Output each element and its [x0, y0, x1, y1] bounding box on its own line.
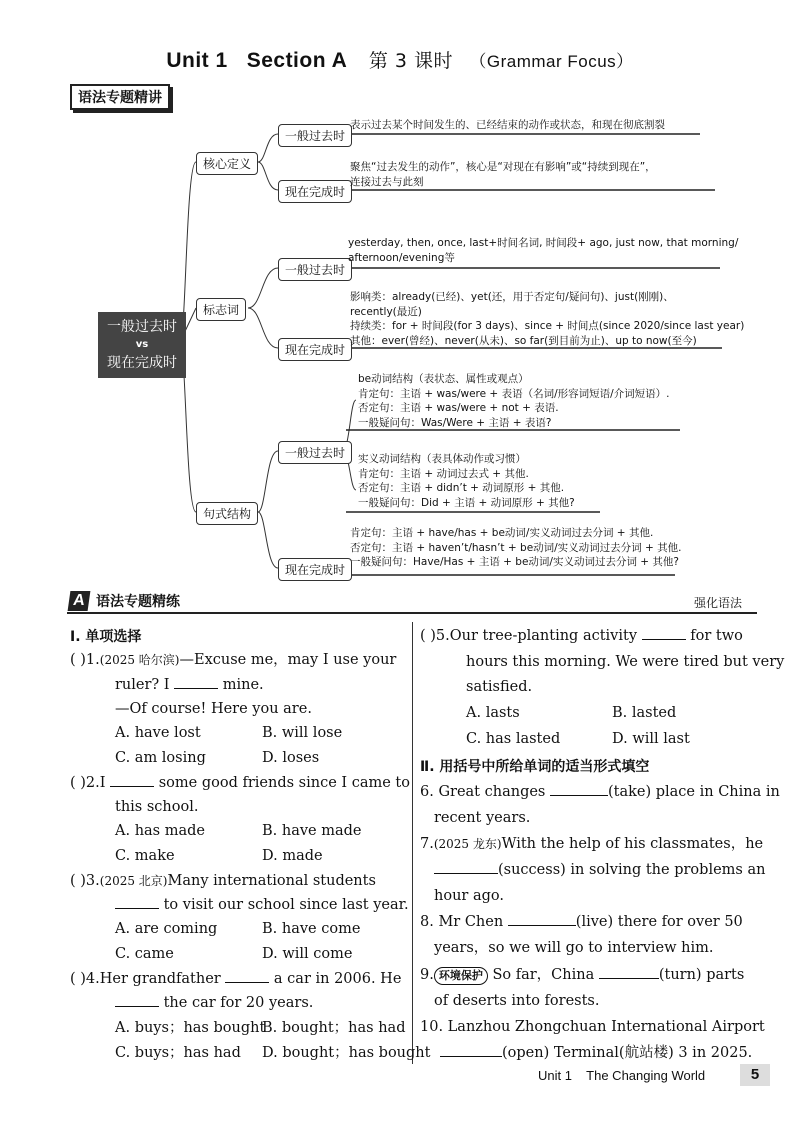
- structure-perfect-line1: 肯定句：主语 + have/has + be动词/实义动词过去分词 + 其他.: [350, 527, 654, 539]
- structure-past-be-line4: 一般疑问句：Was/Were + 主语 + 表语?: [358, 416, 552, 429]
- part2-heading: Ⅱ. 用括号中所给单词的适当形式填空: [420, 759, 650, 775]
- question-1-blank[interactable]: [174, 674, 218, 689]
- section-label: Section A: [246, 49, 347, 72]
- question-3-line2: [115, 893, 409, 918]
- question-7-line1b: With the help of his classmates，he: [501, 836, 764, 852]
- question-2-blank[interactable]: [110, 772, 154, 787]
- question-3-number[interactable]: ( )3.: [70, 873, 100, 889]
- question-6-line1a: 6. Great changes: [420, 784, 546, 800]
- question-1: [70, 648, 396, 673]
- question-4-blank-1[interactable]: [225, 968, 269, 983]
- question-9-line1c: (turn) parts: [658, 967, 745, 983]
- markers-past-line2: afternoon/evening等: [348, 251, 455, 264]
- question-1-line2b: mine.: [222, 677, 264, 693]
- question-3-option-a[interactable]: A. are coming: [115, 921, 218, 937]
- question-5-line2: hours this morning. We were tired but very: [466, 654, 785, 670]
- markers-past-text: [348, 236, 738, 265]
- question-3-option-c[interactable]: C. came: [115, 946, 174, 962]
- question-2-option-b[interactable]: B. have made: [262, 823, 362, 839]
- question-4-line1b: a car in 2006. He: [273, 971, 402, 987]
- markers-perfect-line1: 影响类：already(已经)、yet(还，用于否定句/疑问句)、just(刚刚)、: [350, 291, 674, 303]
- markers-perfect-line4: 其他：ever(曾经)、never(从未)、so far(到目前为止)、up to now(至今): [350, 334, 697, 347]
- question-8-line1a: 8. Mr Chen: [420, 914, 504, 930]
- question-4-option-d[interactable]: D. bought；has bought: [262, 1045, 431, 1061]
- structure-past-be-line3: 否定句：主语 + was/were + not + 表语.: [358, 402, 559, 414]
- question-4-number[interactable]: ( )4.: [70, 971, 100, 987]
- core-past-text: 表示过去某个时间发生的、已经结束的动作或状态，和现在彻底割裂: [350, 119, 665, 131]
- structure-past-verb-line1: 实义动词结构（表具体动作或习惯）: [358, 453, 526, 465]
- question-9-line2: of deserts into forests.: [434, 993, 600, 1009]
- question-6-line2: recent years.: [434, 810, 531, 826]
- sub-structure-perfect: 现在完成时: [278, 558, 352, 581]
- question-3-source: (2025 北京): [99, 874, 168, 888]
- question-5-option-d[interactable]: D. will last: [612, 731, 690, 747]
- question-1-option-b[interactable]: B. will lose: [262, 725, 343, 741]
- question-3-option-b[interactable]: B. have come: [262, 921, 361, 937]
- structure-past-be-line1: be动词结构（表状态、属性或观点）: [358, 373, 529, 385]
- question-7-line3: hour ago.: [434, 888, 504, 904]
- question-1-line3: —Of course! Here you are.: [115, 701, 312, 717]
- question-9: [420, 963, 744, 988]
- markers-perfect-text: [350, 290, 744, 348]
- question-5-option-a[interactable]: A. lasts: [466, 705, 520, 721]
- question-10-line1: 10. Lanzhou Zhongchuan International Airport: [420, 1019, 765, 1035]
- footer-text: Unit 1 The Changing World: [538, 1068, 706, 1083]
- structure-past-verb-line4: 一般疑问句：Did + 主语 + 动词原形 + 其他?: [358, 496, 575, 509]
- question-5-option-b[interactable]: B. lasted: [612, 705, 677, 721]
- question-1-option-d[interactable]: D. loses: [262, 750, 320, 766]
- structure-perfect-text: [350, 526, 682, 570]
- core-perfect-line2: 连接过去与此刻: [350, 175, 424, 188]
- question-9-number: 9.: [420, 967, 434, 983]
- question-10-blank[interactable]: [440, 1042, 502, 1057]
- question-5-line3: satisfied.: [466, 679, 533, 695]
- question-5: [420, 624, 743, 649]
- question-4-line2-text: the car for 20 years.: [163, 995, 314, 1011]
- question-4-line1a: Her grandfather: [99, 971, 221, 987]
- focus-label: （Grammar Focus）: [469, 52, 634, 71]
- question-3-option-d[interactable]: D. will come: [262, 946, 353, 962]
- question-3-line1: Many international students: [167, 873, 376, 889]
- branch-structure: 句式结构: [196, 502, 258, 525]
- page-number: 5: [740, 1064, 770, 1086]
- question-1-line2a: ruler? I: [115, 677, 170, 693]
- core-perfect-text: [350, 160, 656, 189]
- question-2-line1b: some good friends since I came to: [158, 775, 410, 791]
- structure-past-verb-line3: 否定句：主语 + didn’t + 动词原形 + 其他.: [358, 482, 565, 494]
- question-1-line1: —Excuse me，may I use your: [179, 652, 397, 668]
- question-8-line2: years，so we will go to interview him.: [434, 940, 714, 956]
- question-1-source: (2025 哈尔滨): [99, 653, 180, 667]
- structure-perfect-line3: 一般疑问句：Have/Has + 主语 + be动词/实义动词过去分词 + 其他?: [350, 556, 679, 568]
- question-7-number: 7.: [420, 836, 434, 852]
- structure-past-be-line2: 肯定句：主语 + was/were + 表语（名词/形容词短语/介词短语）.: [358, 387, 670, 400]
- root-label-perfect: 现在完成时: [107, 355, 177, 371]
- question-2-option-c[interactable]: C. make: [115, 848, 175, 864]
- question-4-option-a[interactable]: A. buys；has bought: [115, 1020, 266, 1036]
- question-5-line1b: for two: [690, 628, 743, 644]
- question-1-number[interactable]: ( )1.: [70, 652, 100, 668]
- question-2-line1a: I: [99, 775, 106, 791]
- question-2-number[interactable]: ( )2.: [70, 775, 100, 791]
- column-divider: [412, 622, 413, 1064]
- practice-title: 语法专题精练: [96, 594, 180, 610]
- question-5-line1a: Our tree-planting activity: [449, 628, 638, 644]
- question-1-option-a[interactable]: A. have lost: [115, 725, 201, 741]
- mindmap-root: [98, 312, 186, 378]
- question-4-line2: [115, 991, 313, 1016]
- branch-core-definition: 核心定义: [196, 152, 258, 175]
- sub-markers-past: 一般过去时: [278, 258, 352, 281]
- question-5-option-c[interactable]: C. has lasted: [466, 731, 561, 747]
- question-2-option-d[interactable]: D. made: [262, 848, 323, 864]
- lesson-label: 第 3 课时: [368, 50, 454, 72]
- question-8: [420, 910, 743, 935]
- root-label-past: 一般过去时: [107, 319, 177, 335]
- question-2-option-a[interactable]: A. has made: [115, 823, 205, 839]
- lecture-tag: 语法专题精讲: [70, 84, 170, 110]
- structure-past-be: [358, 372, 669, 430]
- question-3: [70, 869, 376, 894]
- markers-past-line1: yesterday, then, once, last+时间名词, 时间段+ ago, just now, that morning/: [348, 237, 739, 249]
- core-perfect-line1: 聚焦“过去发生的动作”，核心是“对现在有影响”或“持续到现在”，: [350, 161, 656, 173]
- question-6-line1b: (take) place in China in: [607, 784, 780, 800]
- structure-past-verb-line2: 肯定句：主语 + 动词过去式 + 其他.: [358, 467, 529, 480]
- question-4-option-c[interactable]: C. buys；has had: [115, 1045, 241, 1061]
- question-1-line2: [115, 673, 264, 698]
- question-8-blank[interactable]: [508, 911, 576, 926]
- sub-core-past: 一般过去时: [278, 124, 352, 147]
- unit-label: Unit 1: [166, 49, 228, 72]
- question-3-line2-text: to visit our school since last year.: [163, 897, 409, 913]
- branch-markers: 标志词: [196, 298, 246, 321]
- question-9-blank[interactable]: [599, 964, 659, 979]
- markers-perfect-line3: 持续类：for + 时间段(for 3 days)、since + 时间点(since 2020/since last year): [350, 320, 745, 332]
- question-8-line1b: (live) there for over 50: [575, 914, 743, 930]
- question-4: [70, 967, 401, 992]
- practice-badge: A: [68, 591, 91, 611]
- question-2-line2: this school.: [115, 799, 199, 815]
- question-7-source: (2025 龙东): [433, 837, 502, 851]
- question-10-line2: [440, 1041, 752, 1066]
- question-4-blank-2[interactable]: [115, 992, 159, 1007]
- question-6: [420, 780, 780, 805]
- question-7-blank[interactable]: [434, 859, 498, 874]
- root-label-vs: vs: [135, 339, 149, 350]
- sub-markers-perfect: 现在完成时: [278, 338, 352, 361]
- sub-core-perfect: 现在完成时: [278, 180, 352, 203]
- question-5-number[interactable]: ( )5.: [420, 628, 450, 644]
- environment-tag: 环境保护: [434, 967, 488, 985]
- question-9-line1b: So far，China: [492, 967, 595, 983]
- question-2: [70, 771, 410, 796]
- question-7-line2-text: (success) in solving the problems an: [498, 862, 766, 878]
- question-5-blank[interactable]: [642, 625, 686, 640]
- structure-perfect-line2: 否定句：主语 + haven’t/hasn’t + be动词/实义动词过去分词 + 其他.: [350, 541, 682, 554]
- sub-structure-past: 一般过去时: [278, 441, 352, 464]
- question-4-option-b[interactable]: B. bought；has had: [262, 1020, 406, 1036]
- question-1-option-c[interactable]: C. am losing: [115, 750, 206, 766]
- markers-perfect-line2: recently(最近): [350, 305, 422, 318]
- question-10-line2-text: (open) Terminal(航站楼) 3 in 2025.: [502, 1045, 753, 1061]
- practice-tag: 强化语法: [694, 596, 743, 610]
- question-7-line2: [434, 858, 765, 883]
- part1-heading: Ⅰ. 单项选择: [70, 629, 142, 645]
- question-6-blank[interactable]: [550, 781, 608, 796]
- structure-past-verb: [358, 452, 575, 510]
- question-3-blank[interactable]: [115, 894, 159, 909]
- question-7: [420, 832, 763, 857]
